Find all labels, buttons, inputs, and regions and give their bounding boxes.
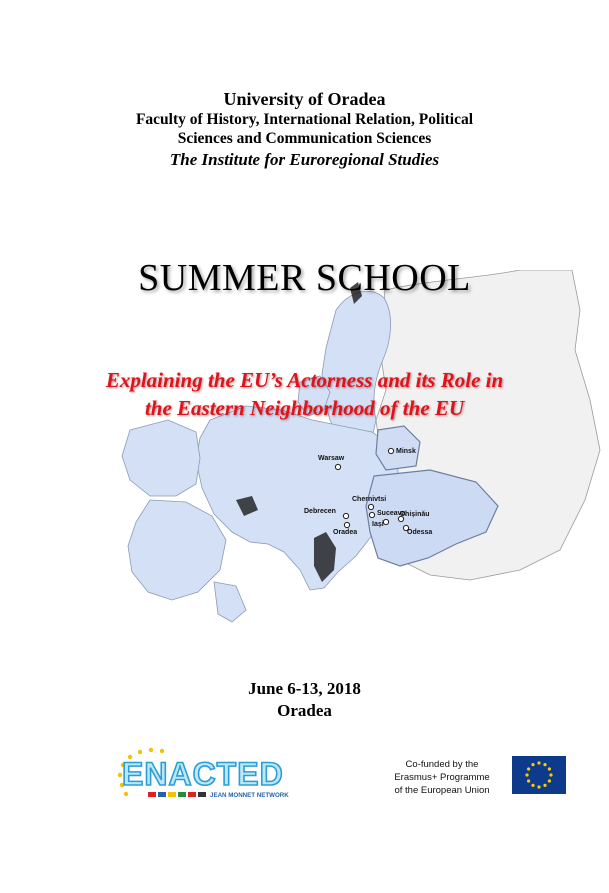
city-marker-oradea bbox=[344, 522, 349, 527]
europe-map bbox=[0, 270, 609, 630]
event-dates: June 6-13, 2018 bbox=[248, 679, 361, 698]
poster-subtitle bbox=[0, 366, 609, 422]
faculty-name-line2: Sciences and Communication Sciences bbox=[177, 130, 432, 147]
logo-flags-strip bbox=[148, 792, 206, 797]
city-label: Oradea bbox=[333, 529, 358, 536]
city-marker-warsaw bbox=[335, 464, 340, 469]
subtitle-line1: Explaining the EU’s Actorness and its Role in bbox=[105, 368, 504, 392]
city-marker-debrecen bbox=[343, 513, 348, 518]
university-name: University of Oradea bbox=[223, 89, 386, 109]
city-label: Chernivtsi bbox=[352, 496, 387, 503]
erasmus-line3: of the European Union bbox=[394, 785, 490, 796]
city-marker-suceava bbox=[369, 512, 374, 517]
faculty-name-line1: Faculty of History, International Relation, Political bbox=[135, 111, 474, 128]
enacted-wordmark: ENACTED bbox=[122, 756, 284, 792]
eu-landmass bbox=[122, 291, 398, 622]
enacted-logo bbox=[110, 745, 310, 815]
erasmus-text bbox=[378, 758, 506, 797]
eu-flag-icon bbox=[512, 756, 566, 794]
erasmus-line1: Co-funded by the bbox=[405, 759, 479, 770]
city-label: Odessa bbox=[407, 529, 433, 536]
erasmus-line2: Erasmus+ Programme bbox=[394, 772, 490, 783]
institution-header bbox=[0, 88, 609, 172]
city-label: Iași bbox=[372, 521, 384, 528]
city-label: Debrecen bbox=[304, 508, 336, 515]
enacted-tagline: JEAN MONNET NETWORK bbox=[210, 792, 289, 799]
city-label: Chișinău bbox=[400, 511, 430, 518]
city-marker-iasi bbox=[383, 519, 388, 524]
event-place: Oradea bbox=[277, 701, 332, 720]
city-label: Minsk bbox=[396, 448, 416, 455]
event-info bbox=[0, 678, 609, 722]
city-marker-chernivtsi bbox=[368, 504, 373, 509]
city-marker-minsk bbox=[388, 448, 393, 453]
city-label: Suceava bbox=[377, 510, 406, 517]
erasmus-cofunding bbox=[378, 754, 574, 800]
institute-name: The Institute for Euroregional Studies bbox=[169, 150, 440, 169]
poster-title: SUMMER SCHOOL bbox=[138, 257, 471, 299]
subtitle-line2: the Eastern Neighborhood of the EU bbox=[144, 396, 465, 420]
city-label: Warsaw bbox=[318, 455, 345, 462]
